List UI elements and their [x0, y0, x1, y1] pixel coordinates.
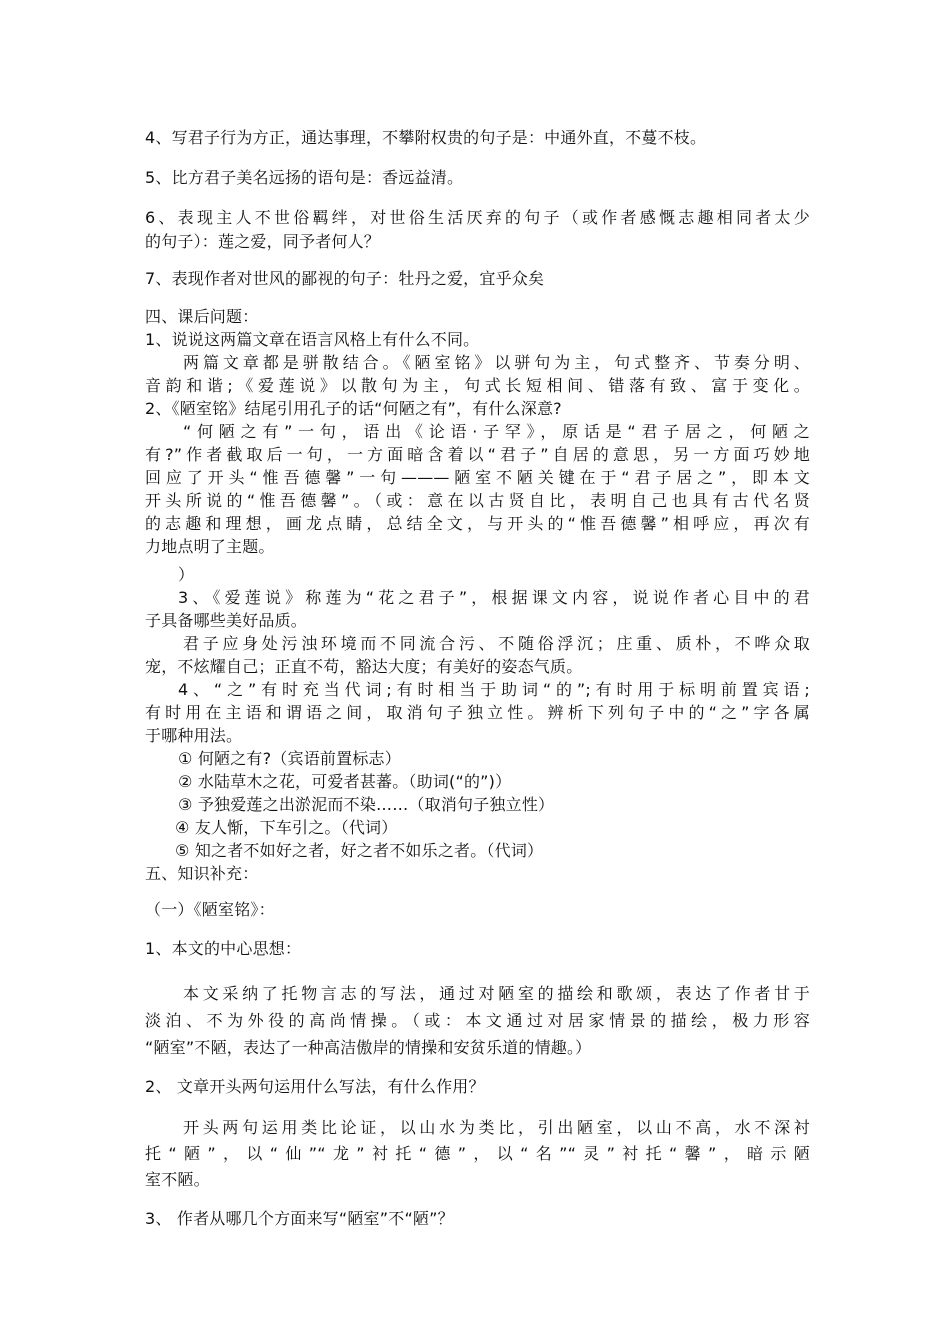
point-1-text-line3: “陋室”不陋，表达了一种高洁傲岸的情操和安贫乐道的情趣。）: [145, 1038, 592, 1057]
question-3-line2: 子具备哪些美好品质。: [145, 611, 308, 630]
section-4-heading: 四、课后问题：: [145, 307, 259, 326]
question-2: 2、《陋室铭》结尾引用孔子的话“何陋之有”，有什么深意?: [145, 399, 562, 418]
section-5-heading: 五、知识补充：: [145, 864, 259, 883]
question-3-line1: 3、《爱莲说》称莲为“花之君子”，根据课文内容，说说作者心目中的君: [178, 588, 810, 607]
point-2-heading: 2、 文章开头两句运用什么写法，有什么作用？: [145, 1077, 485, 1096]
answer-2-line5: 的志趣和理想，画龙点睛，总结全文，与开头的“惟吾德馨”相呼应，再次有: [145, 514, 810, 533]
point-2-text-line3: 室不陋。: [145, 1170, 210, 1189]
answer-3-line1: 君子应身处污浊环境而不同流合污、不随俗浮沉；庄重、质朴，不哗众取: [183, 634, 810, 653]
point-2-text-line2: 托“陋”，以“仙”“龙”衬托“德”，以“名”“灵”衬托“馨”，暗示陋: [145, 1144, 810, 1163]
answer-2-line2: 有?”作者截取后一句，一方面暗含着以“君子”自居的意思，另一方面巧妙地: [145, 445, 810, 464]
point-2-text-line1: 开头两句运用类比论证，以山水为类比，引出陋室，以山不高，水不深衬: [183, 1118, 810, 1137]
question-4-line2: 有时用在主语和谓语之间，取消句子独立性。辨析下列句子中的“之”字各属: [145, 703, 810, 722]
subsection-1-heading: （一）《陋室铭》：: [145, 900, 275, 919]
item-4-sentence: 4、写君子行为方正，通达事理，不攀附权贵的句子是：中通外直，不蔓不枝。: [145, 128, 707, 147]
question-4-line3: 于哪种用法。: [145, 726, 243, 745]
point-1-text-line2: 淡泊、不为外役的高尚情操。（或：本文通过对居家情景的描绘，极力形容: [145, 1011, 810, 1030]
answer-1-line1: 两篇文章都是骈散结合。《陋室铭》以骈句为主，句式整齐、节奏分明、: [183, 353, 810, 372]
question-1: 1、说说这两篇文章在语言风格上有什么不同。: [145, 330, 480, 349]
answer-3-line2: 宠，不炫耀自己；正直不苟，豁达大度；有美好的姿态气质。: [145, 657, 583, 676]
answer-2-line3: 回应了开头“惟吾德馨”一句———陋室不陋关键在于“君子居之”，即本文: [145, 468, 810, 487]
point-1-text-line1: 本文采纳了托物言志的写法，通过对陋室的描绘和歌颂，表达了作者甘于: [183, 984, 810, 1003]
answer-2-line6: 力地点明了主题。: [145, 537, 275, 556]
example-4: ④ 友人惭，下车引之。（代词）: [175, 818, 398, 837]
item-6-sentence-line1: 6、表现主人不世俗羁绊，对世俗生活厌弃的句子（或作者感慨志趣相同者太少: [145, 208, 810, 227]
example-5: ⑤ 知之者不如好之者，好之者不如乐之者。（代词）: [175, 841, 544, 860]
example-3: ③ 予独爱莲之出淤泥而不染……（取消句子独立性）: [178, 795, 555, 814]
item-5-sentence: 5、比方君子美名远扬的语句是：香远益清。: [145, 168, 464, 187]
example-2: ② 水陆草木之花，可爱者甚蕃。（助词(“的”)）: [178, 772, 512, 791]
answer-2-line1: “何陋之有”一句，语出《论语·子罕》，原话是“君子居之，何陋之: [183, 422, 810, 441]
point-1-heading: 1、本文的中心思想：: [145, 939, 302, 958]
example-1: ① 何陋之有?（宾语前置标志）: [178, 749, 401, 768]
item-6-sentence-line2: 的句子）：莲之爱，同予者何人？: [145, 232, 381, 251]
point-3-heading: 3、 作者从哪几个方面来写“陋室”不“陋”？: [145, 1209, 454, 1228]
question-4-line1: 4、“之”有时充当代词;有时相当于助词“的”;有时用于标明前置宾语;: [178, 680, 810, 699]
answer-2-line4: 开头所说的“惟吾德馨”。（或：意在以古贤自比，表明自己也具有古代名贤: [145, 491, 810, 510]
item-7-sentence: 7、表现作者对世风的鄙视的句子：牡丹之爱，宜乎众矣: [145, 269, 545, 288]
closing-paren: ）: [178, 565, 195, 584]
answer-1-line2: 音韵和谐;《爱莲说》以散句为主，句式长短相间、错落有致、富于变化。: [145, 376, 810, 395]
